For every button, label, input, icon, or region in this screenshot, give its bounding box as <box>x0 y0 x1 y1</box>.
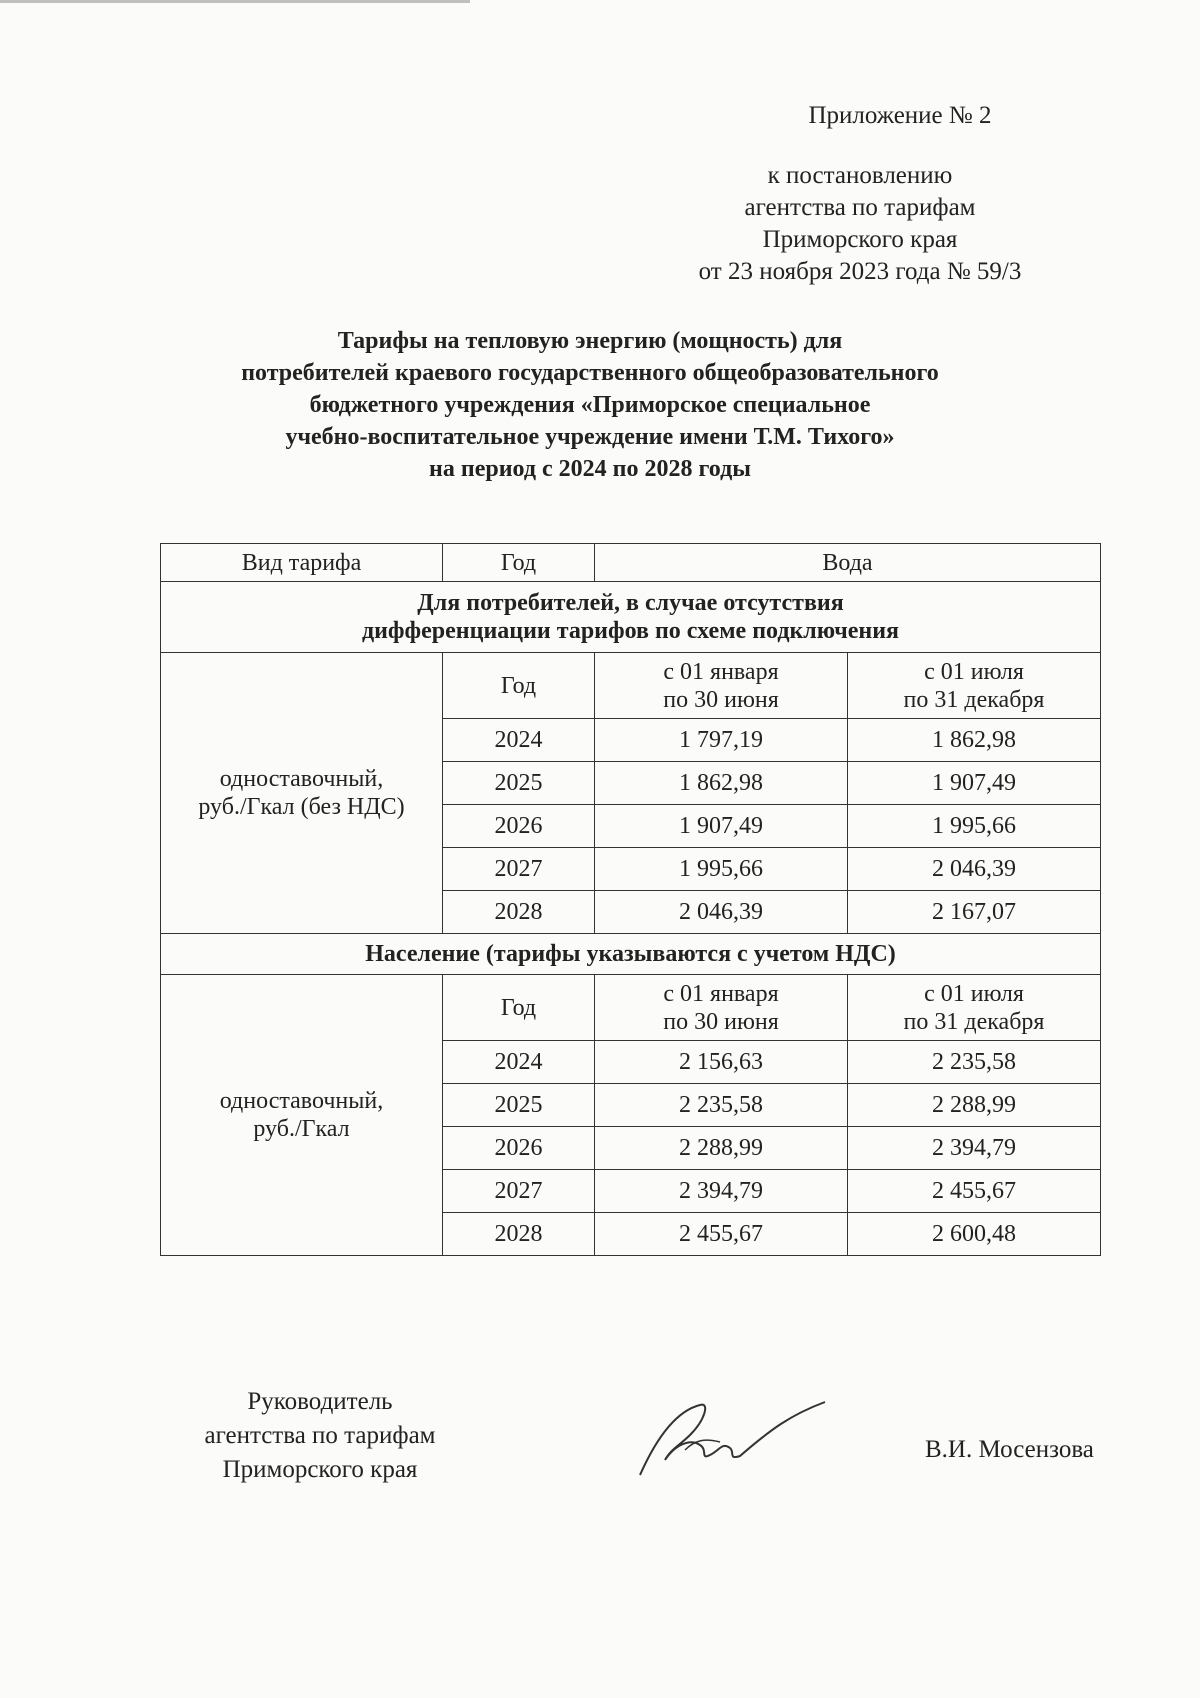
row-year: 2028 <box>443 1213 595 1256</box>
subheader-period-first-half: с 01 января по 30 июня <box>595 975 848 1041</box>
signatory-name: В.И. Мосензова <box>925 1436 1094 1463</box>
subheader-year: Год <box>443 975 595 1041</box>
section-subheader-row <box>161 653 1101 719</box>
row-tariff-second-half: 1 907,49 <box>848 762 1101 805</box>
title-line: Тарифы на тепловую энергию (мощность) для <box>337 328 843 354</box>
appendix-line: агентства по тарифам <box>744 194 976 221</box>
row-tariff-second-half: 2 455,67 <box>848 1170 1101 1213</box>
signatory-line: Руководитель <box>247 1388 393 1415</box>
title-line: потребителей краевого государственного общеобразовательного <box>241 360 939 386</box>
header-water: Вода <box>595 544 1101 582</box>
row-year: 2025 <box>443 762 595 805</box>
row-year: 2024 <box>443 719 595 762</box>
row-tariff-second-half: 2 288,99 <box>848 1084 1101 1127</box>
title-line: учебно-воспитательное учреждение имени Т.М. Тихого» <box>285 424 895 450</box>
tariff-table <box>160 543 1101 1256</box>
section-title-row <box>161 934 1101 975</box>
signatory-line: Приморского края <box>222 1456 418 1483</box>
appendix-line: Приморского края <box>762 226 958 253</box>
section-title: Для потребителей, в случае отсутствия дифференциации тарифов по схеме подключения <box>161 582 1101 653</box>
handwritten-signature <box>630 1390 830 1480</box>
row-year: 2024 <box>443 1041 595 1084</box>
signatory-line: агентства по тарифам <box>204 1422 436 1449</box>
row-tariff-first-half: 2 288,99 <box>595 1127 848 1170</box>
row-year: 2026 <box>443 805 595 848</box>
document-title <box>150 325 1030 485</box>
row-tariff-second-half: 2 600,48 <box>848 1213 1101 1256</box>
row-tariff-second-half: 2 046,39 <box>848 848 1101 891</box>
row-tariff-first-half: 2 394,79 <box>595 1170 848 1213</box>
tariff-type-label: одноставочный, руб./Гкал (без НДС) <box>161 653 443 934</box>
appendix-lines <box>640 160 1080 288</box>
row-tariff-first-half: 2 156,63 <box>595 1041 848 1084</box>
row-year: 2028 <box>443 891 595 934</box>
row-tariff-second-half: 2 167,07 <box>848 891 1101 934</box>
row-year: 2026 <box>443 1127 595 1170</box>
title-line: на период с 2024 по 2028 годы <box>429 456 751 482</box>
row-tariff-first-half: 2 455,67 <box>595 1213 848 1256</box>
section-title-row <box>161 582 1101 653</box>
header-tariff-type: Вид тарифа <box>161 544 443 582</box>
section-title: Население (тарифы указываются с учетом НДС) <box>161 934 1101 975</box>
tariff-type-label: одноставочный, руб./Гкал <box>161 975 443 1256</box>
subheader-period-second-half: с 01 июля по 31 декабря <box>848 975 1101 1041</box>
appendix-number: Приложение № 2 <box>808 102 992 129</box>
subheader-period-second-half: с 01 июля по 31 декабря <box>848 653 1101 719</box>
row-tariff-second-half: 1 862,98 <box>848 719 1101 762</box>
scan-artifact <box>0 0 470 3</box>
section-subheader-row <box>161 975 1101 1041</box>
row-tariff-second-half: 2 235,58 <box>848 1041 1101 1084</box>
row-year: 2027 <box>443 1170 595 1213</box>
tariff-table-body <box>161 544 1101 1256</box>
row-tariff-first-half: 2 235,58 <box>595 1084 848 1127</box>
appendix-line: от 23 ноября 2023 года № 59/3 <box>698 258 1022 285</box>
row-tariff-first-half: 1 797,19 <box>595 719 848 762</box>
row-tariff-first-half: 1 862,98 <box>595 762 848 805</box>
row-tariff-first-half: 1 995,66 <box>595 848 848 891</box>
row-tariff-first-half: 1 907,49 <box>595 805 848 848</box>
row-year: 2025 <box>443 1084 595 1127</box>
row-tariff-second-half: 1 995,66 <box>848 805 1101 848</box>
title-line: бюджетного учреждения «Приморское специальное <box>309 392 871 418</box>
appendix-line: к постановлению <box>767 162 953 189</box>
subheader-period-first-half: с 01 января по 30 июня <box>595 653 848 719</box>
row-tariff-second-half: 2 394,79 <box>848 1127 1101 1170</box>
subheader-year: Год <box>443 653 595 719</box>
row-year: 2027 <box>443 848 595 891</box>
header-year: Год <box>443 544 595 582</box>
signatory-position <box>160 1385 480 1487</box>
row-tariff-first-half: 2 046,39 <box>595 891 848 934</box>
table-header-row <box>161 544 1101 582</box>
